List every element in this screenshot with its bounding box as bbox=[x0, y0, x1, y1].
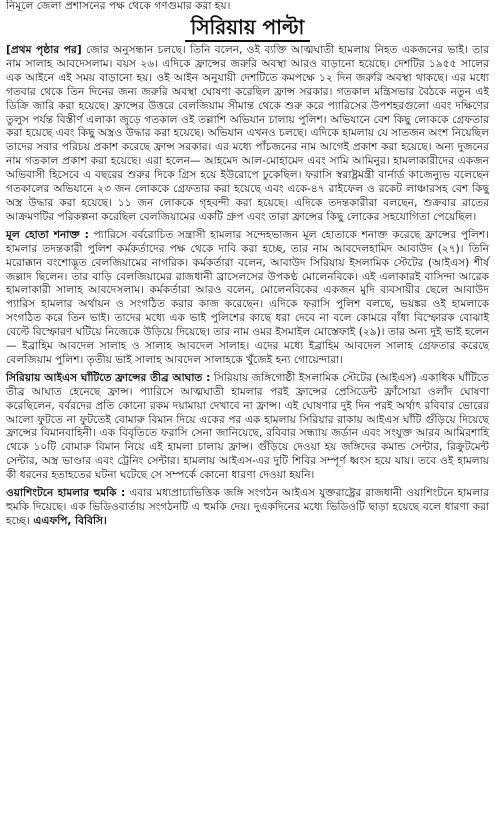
paragraph-mastermind bbox=[6, 229, 489, 368]
continuation-lead: [প্রথম পৃষ্ঠার পর] bbox=[6, 44, 82, 56]
paragraph-text: এবার মধ্যপ্রাচ্যভিত্তিক জঙ্গি সংগঠন আইএস যুক্তরাষ্ট্রের রাজধানী ওয়াশিংটনে হামলার হুমকি দিয়েছে। এক ভিডিওবার্তায় সংগঠনটি এ হুমকি দেয়। দুএকদিনের মধ্যে ভিডিওটি ছাড়া হয়েছে বলে ধারণা করা হচ্ছে। bbox=[6, 487, 489, 527]
paragraph-washington-threat bbox=[6, 487, 489, 529]
subhead-syria-strike: সিরিয়ায় আইএস ঘাঁটিতে ফ্রান্সের তীব্র আঘাত : bbox=[6, 371, 211, 384]
paragraph-text: প্যারিসে বর্বরোচিত সন্ত্রাসী হামলার সন্দেহভাজন মূল হোতাকে শনাক্ত করেছে ফ্রান্সের পুলিশ। হামলার তদন্তকারী পুলিশ কর্মকর্তাদের পক্ষ থেকে দাবি করা হচ্ছে, তার নাম আবদেলহামিদ আবাউদ (২৭)। তিনি মরোক্কান বংশোদ্ভূত বেলজিয়ামের নাগরিক। কর্মকর্তারা বলেন, আবাউদ সিরিয়ায় ইসলামিক স্টেটের (আইএস) শীর্ষ জল্লাদ ছিলেন। তার বাড়ি বেলজিয়ামের রাজধানী ব্রাসেলসের উপকণ্ঠ মোলেনবিকে। এই এলাকারই বাসিন্দা আরেক হামলাকারী সালাহ আবদেসলাম। কর্মকর্তারা আরও বলেন, মোলেনবিকের একজন মুদি ব্যবসায়ীর ছেলে আবাউদ প্যারিস হামলার অর্থায়ন ও সংগঠিত করার কাজ করেছেন। এদিকে ফরাসি পুলিশ বলছে, ভয়ঙ্কর ওই হামলাকে সংগঠিত করে তিন ভাই। তাদের মধ্যে এক ভাই পুলিশের কাছে ধরা দেবে না বলে কোমরে বাঁধা বিস্ফোরক বোঝাই বেল্টে বিস্ফোরণ ঘটিয়ে নিজেকে উড়িয়ে দিয়েছে। তার নাম ওমর ইসমাইল মোস্তেফাই (২৯)। তার অন্য দুই ভাই হলেন— ইব্রাহিম আবদেল সালাহ ও সালাহ আবদেল সালাহ। এদের মধ্যে ইব্রাহিম আবদেল সালাহ গ্রেফতার করেছে বেলজিয়াম পুলিশ। তৃতীয় ভাই সালাহ আবদেল সালাহকে খুঁজেই হন্য গোয়েন্দারা। bbox=[6, 228, 489, 366]
headline: সিরিয়ায় পাল্টা bbox=[185, 15, 311, 42]
paragraph-text: জোর অনুসন্ধান চলছে। তিনি বলেন, ওই ব্যক্তি আত্মঘাতী হামলায় নিহত একজনের ভাই। তার নাম সালাহ আবদেসলাম। বয়স ২৬। এদিকে ফ্রান্সের জরুরি অবস্থা আরও বাড়ানো হয়েছে। দেশটির ১৯৫৫ সালের এক আইনে এই সময় বাড়ানো হয়। ওই আইন অনুযায়ী দেশটিতে কমপক্ষে ১২ দিন জরুরি অবস্থা থাকছে। এর মধ্যে গতবার থেকে তিন দিনের জন্য জরুরি অবস্থা ঘোষণা করেছিল ফ্রান্স সরকার। গতকাল মন্ত্রিসভার বৈঠকে নতুন এই ডিক্রি জারি করা হয়েছে। ফ্রান্সের উত্তরে বেলজিয়াম সীমান্ত থেকে শুরু করে প্যারিসের উপশহরগুলো এবং দক্ষিণের তুলুস পর্যন্ত বিস্তীর্ণ এলাকা জুড়ে গতকাল ওই তল্লাশি অভিযান চালায় পুলিশ। অভিযানে বেশ কিছু লোককে গ্রেফতার করা হয়েছে এবং কিছু অস্ত্রও উদ্ধার করা হয়েছে। অভিযান এখনও চলছে। এদিকে হামলায় যে সাতজন অংশ নিয়েছিল তাদের সবার পরিচয় প্রকাশ করেছে ফ্রান্স সরকার। এর মধ্যে পাঁচজনের নাম আগেই প্রকাশ করা হয়েছে। অন্য দুজনের নাম গতকাল প্রকাশ করা হয়েছে। এরা হলেন— আহমেদ আল-মোহামেদ এবং সামি আমিনুর। হামলাকারীদের একজন অভিবাসী হিসেবে এ বছরের শুরুর দিকে গ্রিস হয়ে ইউরোপে ঢুকেছিল। ফরাসি স্বরাষ্ট্রমন্ত্রী বার্নার্ড কাজেন্যুভ বলেছেন গতকালের অভিযানে ২৩ জন লোককে গ্রেফতার করা হয়েছে এবং একে-৪৭ রাইফেল ও রকেট লাঞ্চারসহ বেশ কিছু অস্ত্র উদ্ধার করা হয়েছে। ১১ জন লোককে গৃহবন্দী করা হয়েছে। এদিকে তদন্তকারীরা বলছেন, শুক্রবার রাতের আক্রমণটির পরিকল্পনা করেছিল বেলজিয়ামের একটি গ্রুপ এবং তারা ফ্রান্সের কিছু লোকের সহযোগিতা পেয়েছিল। bbox=[6, 44, 489, 223]
headline-wrapper bbox=[6, 15, 489, 42]
previous-article-tail: নিমূলে জেলা প্রশাসনের পক্ষ থেকে গণগুমার করা হয়। bbox=[6, 0, 231, 12]
paragraph-text: সিরিয়ায় জঙ্গিগোষ্ঠী ইসলামিক স্টেটের (আইএস) একাধিক ঘাঁটিতে তীব্র আঘাত হেনেছে ফ্রান্স। প্যারিসে আত্মঘাতী হামলার পরই ফ্রান্সের প্রেসিডেন্ট ফ্রাঁসোয়া ওলাঁদ ঘোষণা করেছিলেন, বর্বরদের প্রতি কোনো রকম দয়ামায়া দেখাবে না ফ্রান্স। এই ঘোষণার দুই দিন পরই অর্থাৎ রবিবার ভোরের আলো ফুটতে না ফুটতেই বোমারু বিমান দিয়ে একের পর এক হামলায় সিরিয়ার রাকায় আইএস ঘাঁটি গুঁড়িয়ে দিয়েছে ফ্রান্সের বিমানবাহিনী। এক বিবৃতিতে ফরাসি সেনা জানিয়েছে, রবিবার সন্ধ্যায় জর্ডান এবং সংযুক্ত আরব আমিরশাহি থেকে ১০টি বোমারু বিমান নিয়ে এই হামলা চালায় ফ্রান্স। গুঁড়িয়ে দেওয়া হয় জঙ্গিদের কমান্ড সেন্টার, রিক্রুটমেন্ট সেন্টার, অস্ত্র ভাণ্ডার এবং ট্রেনিং সেন্টার। হামলায় আইএস-এর দুটি শিবির সম্পূর্ণ ধ্বংস হয়ে যায়। তবে ওই হামলায় কী ধরনের হতাহতের ঘটনা ঘটেছে সে সম্পর্কে কোনো ধারণা দেওয়া হয়নি। bbox=[6, 371, 490, 482]
paragraph-continuation bbox=[6, 44, 489, 225]
news-agency-credit: এএফপি, বিবিসি। bbox=[29, 514, 107, 527]
subhead-washington-threat: ওয়াশিংটনে হামলার হুমকি : bbox=[6, 487, 126, 500]
subhead-mastermind: মূল হোতা শনাক্ত : bbox=[6, 228, 89, 241]
paragraph-syria-strike bbox=[6, 372, 489, 483]
